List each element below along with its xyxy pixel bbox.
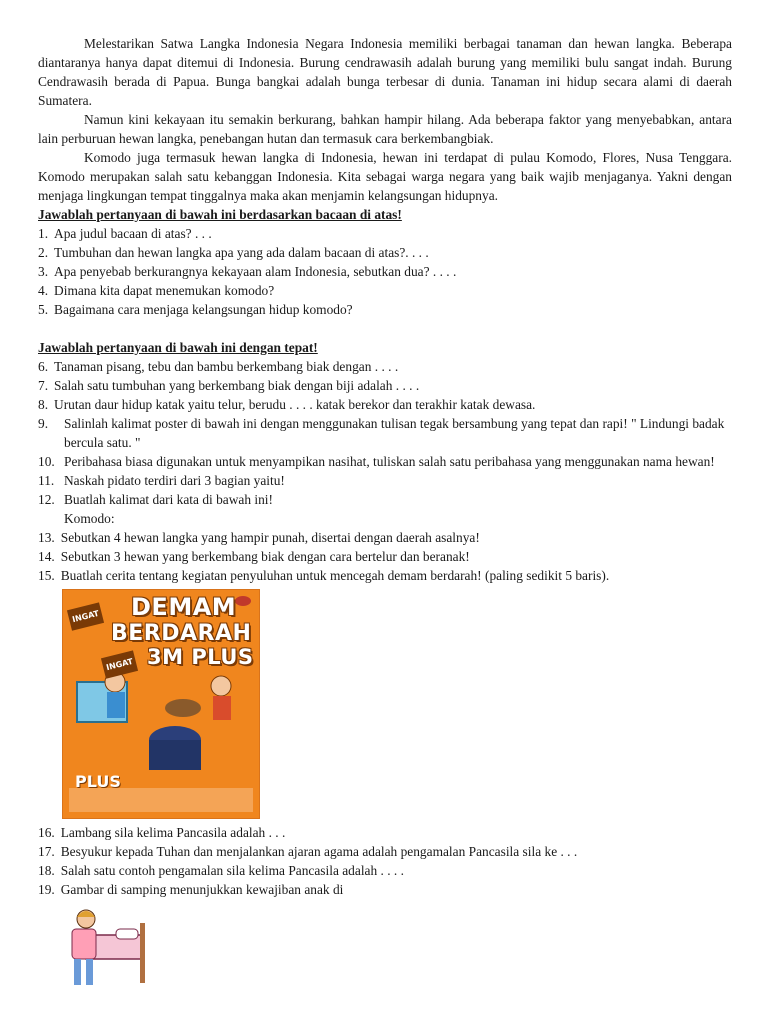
section2-heading: Jawablah pertanyaan di bawah ini dengan tepat! (38, 340, 318, 355)
child-body-right (213, 696, 231, 720)
question-item: 2. Tumbuhan dan hewan langka apa yang ada dalam bacaan di atas?. . . . (38, 245, 429, 260)
question-item: 11. Naskah pidato terdiri dari 3 bagian yaitu! (38, 473, 285, 488)
question-item: 3. Apa penyebab berkurangnya kekayaan alam Indonesia, sebutkan dua? . . . . (38, 264, 457, 279)
child-body-left (107, 692, 125, 718)
poster-title-line3: 3M PLUS (147, 645, 254, 669)
section3-question-list (38, 823, 732, 899)
child-head-right (211, 676, 231, 696)
question-item: 16. Lambang sila kelima Pancasila adalah . . . (38, 825, 286, 840)
footer-band (69, 788, 253, 812)
question-item: 13. Sebutkan 4 hewan langka yang hampir punah, disertai dengan daerah asalnya! (38, 530, 480, 545)
poster-tag-mid: INGAT (101, 650, 138, 678)
question-item: 17. Besyukur kepada Tuhan dan menjalankan ajaran agama adalah pengamalan Pancasila sila ke . . . (38, 844, 578, 859)
poster-tag-top: INGAT (67, 602, 104, 630)
question-12-word: Komodo: (64, 511, 115, 526)
question-item: 10. Peribahasa biasa digunakan untuk menyampikan nasihat, tuliskan salah satu peribahasa yang menggunakan nama hewan! (38, 454, 715, 469)
question-item: 6. Tanaman pisang, tebu dan bambu berkembang biak dengan . . . . (38, 359, 399, 374)
trash-pile-shape (165, 699, 201, 717)
question-item: 9. Salinlah kalimat poster di bawah ini dengan menggunakan tulisan tegak bersambung yang tepat dan rapi! " Lindungi badak bercula satu. " (38, 416, 725, 450)
question-item: 1. Apa judul bacaan di atas? . . . (38, 226, 212, 241)
question-item: 4. Dimana kita dapat menemukan komodo? (38, 283, 275, 298)
girl-leg-left (74, 959, 81, 985)
question-item: 15. Buatlah cerita tentang kegiatan penyuluhan untuk mencegah demam berdarah! (paling sedikit 5 baris). (38, 568, 610, 583)
reading-paragraph-1: Melestarikan Satwa Langka Indonesia Negara Indonesia memiliki berbagai tanaman dan hewan langka. Beberapa diantaranya hanya dapat ditemui di Indonesia. Burung cendrawasih adalah burung yang memiliki bulu sangat indah. Burung Cendrawasih berada di Papua. Bunga bangkai adalah bunga terbesar di dunia. Tanaman ini hidup secara alami di daerah Sumatera. (38, 36, 732, 108)
girl-making-bed-image (56, 905, 148, 991)
question-item: 8. Urutan daur hidup katak yaitu telur, berudu . . . . katak berekor dan terakhir katak dewasa. (38, 397, 536, 412)
girl-illustration (56, 905, 148, 991)
pillow-shape (116, 929, 138, 939)
question-item: 12. Buatlah kalimat dari kata di bawah ini! (38, 492, 273, 507)
girl-dress-shape (72, 929, 96, 959)
poster-plus-label: PLUS (75, 772, 121, 791)
reading-paragraph-3: Komodo juga termasuk hewan langka di Indonesia, hewan ini terdapat di pulau Komodo, Flores, Nusa Tenggara. Komodo merupakan salah satu kebanggan Indonesia. Kita sebagai warga negara yang baik wajib menjaganya. Yakni dengan menjaga lingkungan tempat tinggalnya maka akan menjamin kelangsungan hidupnya. (38, 150, 732, 203)
bed-post-right (140, 923, 145, 983)
section1-heading: Jawablah pertanyaan di bawah ini berdasarkan bacaan di atas! (38, 207, 402, 222)
question-item: 5. Bagaimana cara menjaga kelangsungan hidup komodo? (38, 302, 353, 317)
poster-title-line1: DEMAM (131, 593, 237, 621)
question-item: 7. Salah satu tumbuhan yang berkembang biak dengan biji adalah . . . . (38, 378, 420, 393)
section2-question-list (38, 357, 732, 585)
poster-title-line2: BERDARAH (111, 621, 252, 646)
section1-question-list (38, 224, 732, 319)
question-item: 19. Gambar di samping menunjukkan kewajiban anak di (38, 882, 344, 897)
girl-leg-right (86, 959, 93, 985)
ministry-logo-icon (235, 596, 251, 606)
worksheet-page (38, 34, 732, 991)
barrel-body-shape (149, 740, 201, 770)
question-item: 14. Sebutkan 3 hewan yang berkembang biak dengan cara bertelur dan beranak! (38, 549, 470, 564)
dengue-poster-image (62, 589, 260, 819)
question-item: 18. Salah satu contoh pengamalan sila kelima Pancasila adalah . . . . (38, 863, 404, 878)
reading-paragraph-2: Namun kini kekayaan itu semakin berkurang, bahkan hampir hilang. Ada beberapa faktor yang menyebabkan, antara lain perburuan hewan langka, penebangan hutan dan termasuk cara berkembangbiak. (38, 112, 732, 146)
